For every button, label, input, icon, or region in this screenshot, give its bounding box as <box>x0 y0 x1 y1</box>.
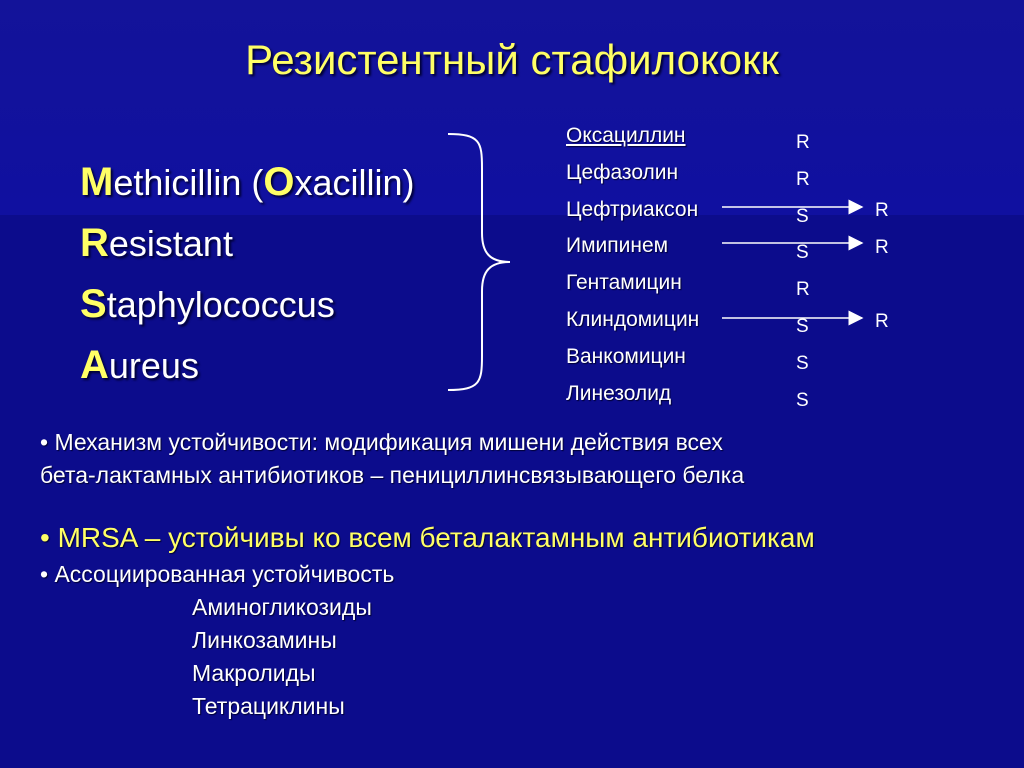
acronym-text: esistant <box>108 223 233 264</box>
sensitivity-value: S <box>796 315 809 337</box>
acronym-letter: M <box>80 160 114 204</box>
drug-item: Гентамицин <box>566 271 682 295</box>
sensitivity-value: R <box>796 279 810 301</box>
changed-sensitivity: R <box>875 200 889 221</box>
drug-item: Цефтриаксон <box>566 197 699 221</box>
sensitivity-value: S <box>796 205 809 227</box>
drug-item: Ванкомицин <box>566 344 686 368</box>
acronym-text: ureus <box>108 345 199 386</box>
acronym-letter: O <box>263 160 295 204</box>
antibiotic-class: Макролиды <box>192 660 316 686</box>
acronym-text: xacillin) <box>294 162 415 203</box>
sensitivity-value: S <box>796 242 809 264</box>
antibiotic-class: Аминогликозиды <box>192 594 372 620</box>
acronym-letter: R <box>80 221 109 265</box>
drug-item: Цефазолин <box>566 160 679 184</box>
spacer <box>40 492 815 518</box>
antibiotic-class: Тетрациклины <box>192 693 345 719</box>
acronym-letter: A <box>80 343 109 387</box>
bullet-list <box>40 426 815 723</box>
drug-item: Линезолид <box>566 381 672 405</box>
acronym-letter: S <box>80 282 107 326</box>
acronym-text: taphylococcus <box>106 284 335 325</box>
bullet-associated: • Ассоциированная устойчивость <box>40 561 395 587</box>
bullet-mrsa: • MRSA – устойчивы ко всем беталактамным антибиотикам <box>40 522 815 553</box>
antibiotic-class: Линкозамины <box>192 627 337 653</box>
sensitivity-value: S <box>796 389 809 411</box>
bullet-mechanism-line2: бета-лактамных антибиотиков – пенициллинсвязывающего белка <box>40 462 745 488</box>
changed-sensitivity: R <box>875 237 889 258</box>
sensitivity-value: R <box>796 132 810 153</box>
drug-item: Клиндомицин <box>566 307 700 331</box>
sensitivity-value: R <box>796 168 810 190</box>
bullet-mechanism-line1: • Механизм устойчивости: модификация мишени действия всех <box>40 429 723 455</box>
slide-title: Резистентный стафилококк <box>245 36 779 83</box>
sensitivity-value: S <box>796 352 809 374</box>
acronym-text: ethicillin ( <box>113 162 264 203</box>
changed-sensitivity: R <box>875 311 889 332</box>
drug-item: Оксациллин <box>566 124 686 147</box>
drug-item: Имипинем <box>566 234 669 258</box>
